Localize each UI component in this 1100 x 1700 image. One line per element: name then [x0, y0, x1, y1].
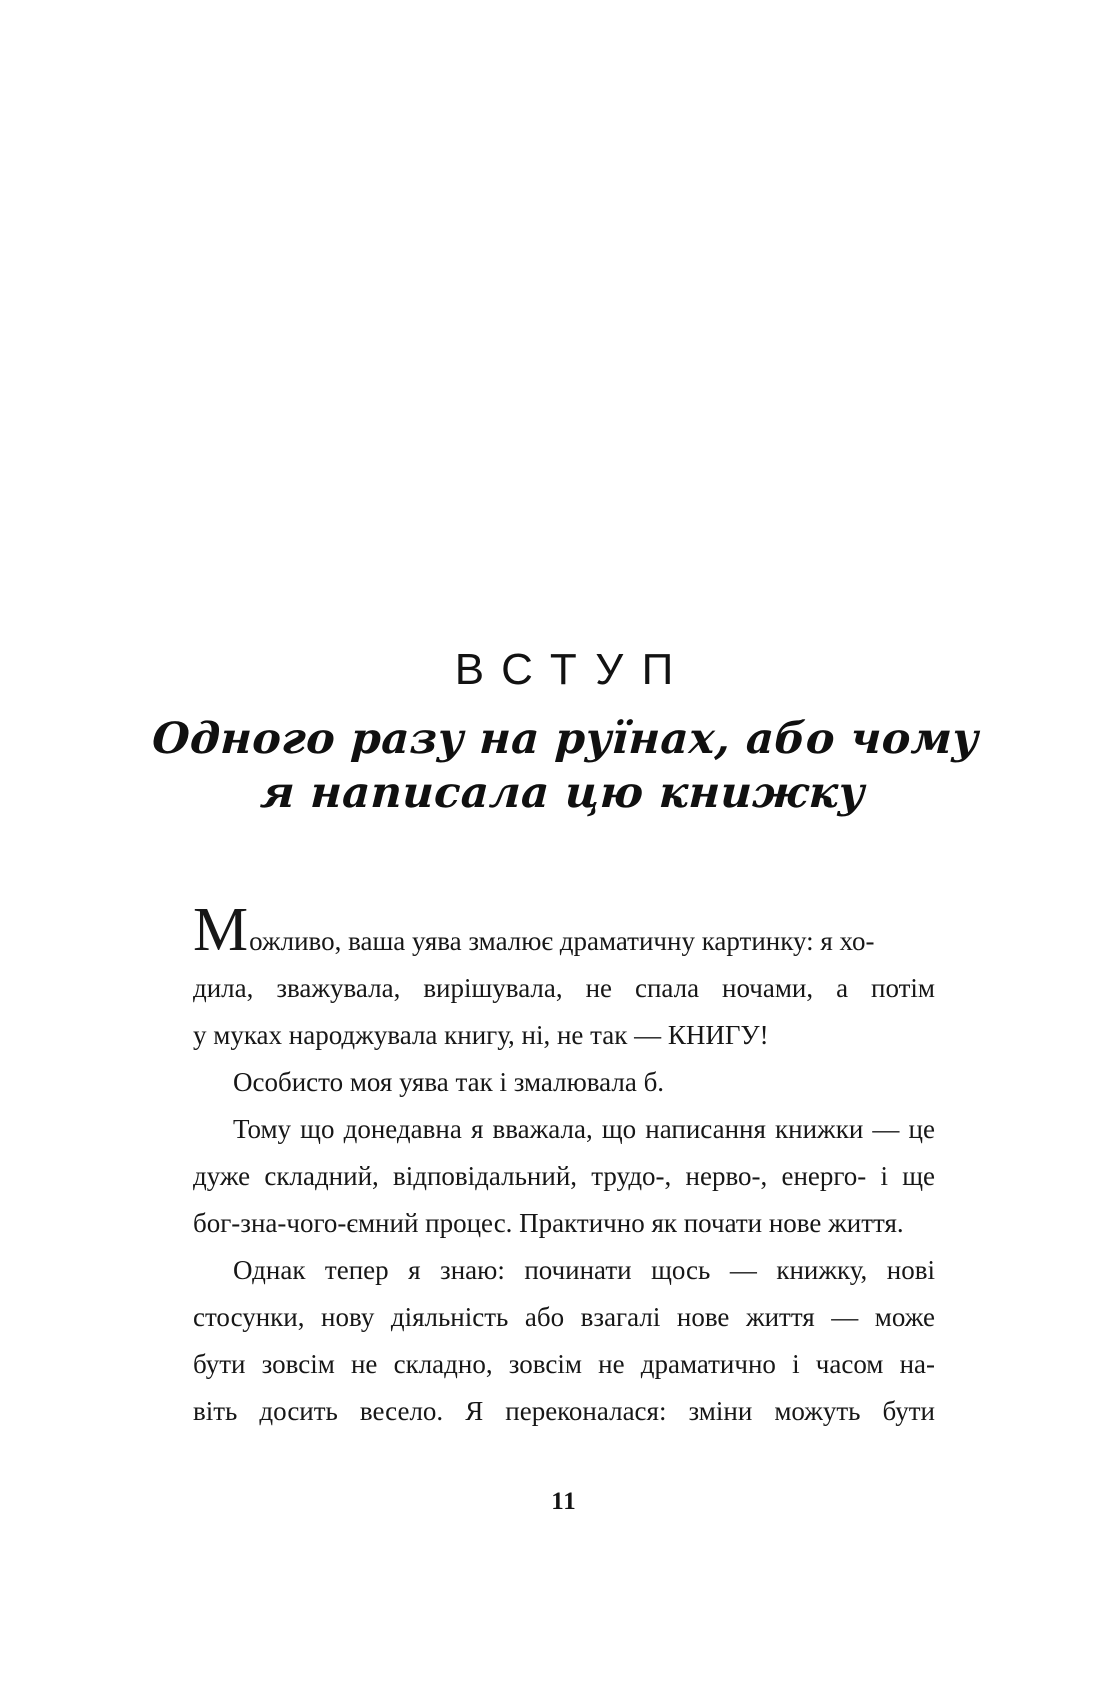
subtitle-line-2: я написала цю книжку	[259, 768, 867, 818]
body-line-text: ожливо, ваша уява змалює драматичну картинку: я хо-	[249, 926, 875, 956]
body-line: Тому що донедавна я вважала, що написання книжки — це	[233, 1114, 935, 1144]
body-line: віть досить весело. Я переконалася: зміни можуть бути	[193, 1396, 935, 1426]
body-line: бог-зна-чого-ємний процес. Практично як почати нове життя.	[193, 1208, 904, 1238]
chapter-subtitle-script	[40, 712, 1088, 820]
body-text	[193, 896, 935, 1435]
chapter-title: ВСТУП	[454, 645, 692, 694]
body-line: дила, зважувала, вирішувала, не спала ночами, а потім	[193, 973, 935, 1003]
page-number: 11	[551, 1488, 577, 1515]
paragraph-2	[193, 1059, 935, 1106]
initial-letter: М	[193, 896, 250, 964]
body-line	[193, 896, 875, 964]
paragraph-4	[193, 1247, 935, 1435]
subtitle-line-1: Одного разу на руїнах, або чому	[150, 714, 980, 764]
paragraph-3	[193, 1106, 935, 1247]
body-line: стосунки, нову діяльність або взагалі нове життя — може	[193, 1302, 935, 1332]
body-line: Однак тепер я знаю: починати щось — книжку, нові	[233, 1255, 935, 1285]
body-line: у муках народжувала книгу, ні, не так — КНИГУ!	[193, 1020, 769, 1050]
body-line: бути зовсім не складно, зовсім не драматично і часом на-	[193, 1349, 935, 1379]
body-line: Особисто моя уява так і змалювала б.	[233, 1067, 665, 1097]
body-line: дуже складний, відповідальний, трудо-, нерво-, енерго- і ще	[193, 1161, 935, 1191]
paragraph-1	[193, 896, 935, 1059]
